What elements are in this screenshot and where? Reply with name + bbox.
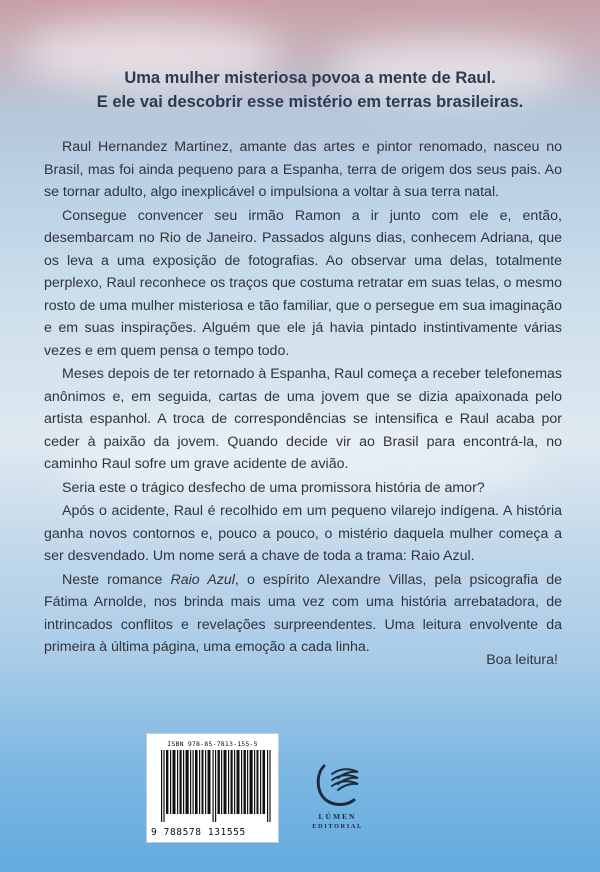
headline-line-2: E ele vai descobrir esse mistério em terras brasileiras. bbox=[96, 93, 524, 111]
publisher-logo bbox=[300, 760, 375, 840]
paragraph-6-rest: , o espírito Alexandre Villas, pela psicografia de Fátima Arnolde, nos brinda mais uma vez com uma história arrebatadora, de intrincados conflitos e revelações surpreendentes. Uma leitura envolvente da primeira à última página, uma emoção a cada linha. bbox=[44, 571, 562, 655]
barcode-digits: 9 788578 131555 bbox=[151, 827, 246, 838]
paragraph-6 bbox=[44, 569, 562, 659]
publisher-name: LÚMEN bbox=[318, 812, 357, 821]
publisher-subtitle: EDITORIAL bbox=[312, 823, 363, 830]
signoff: Boa leitura! bbox=[486, 652, 558, 668]
paragraph-6-start: Neste romance bbox=[62, 571, 171, 588]
paragraph-4: Seria este o trágico desfecho de uma promissora história de amor? bbox=[62, 479, 485, 496]
paragraph-1: Raul Hernandez Martinez, amante das artes e pintor renomado, nasceu no Brasil, mas foi ainda pequeno para a Espanha, terra de origem dos seus pais. Ao se tornar adulto, algo inexplicável o impulsiona a voltar à sua terra natal. bbox=[44, 139, 562, 200]
paragraph-3: Meses depois de ter retornado à Espanha, Raul começa a receber telefonemas anônimos e, em seguida, cartas de uma jovem que se dizia apaixonada pelo artista espanhol. A troca de correspondências se intensifica e Raul acaba por ceder à paixão da jovem. Quando decide vir ao Brasil para encontrá-la, no caminho Raul sofre um grave acidente de avião. bbox=[44, 366, 563, 472]
book-title-italic: Raio Azul bbox=[170, 571, 235, 588]
isbn-barcode bbox=[146, 733, 279, 843]
paragraph-5: Após o acidente, Raul é recolhido em um pequeno vilarejo indígena. A história ganha novos contornos e, pouco a pouco, o mistério daquela mulher começa a ser desvendado. Um nome será a chave de toda a trama: Raio Azul. bbox=[44, 503, 562, 564]
synopsis bbox=[44, 136, 562, 659]
wave-swirl-icon bbox=[310, 760, 364, 812]
isbn-label: ISBN 978-85-7813-155-5 bbox=[167, 740, 258, 748]
paragraph-2: Consegue convencer seu irmão Ramon a ir junto com ele e, então, desembarcam no Rio de Janeiro. Passados alguns dias, conhecem Adriana, que os leva a uma exposição de fotografias. Ao observar uma delas, totalmente perplexo, Raul reconhece os traços que costuma retratar em suas telas, o mesmo rosto de uma mulher misteriosa e tão familiar, que o persegue em sua imaginação e em suas inspirações. Alguém que ele já havia pintado instintivamente várias vezes e em quem pensa o tempo todo. bbox=[44, 207, 562, 359]
headline-line-1: Uma mulher misteriosa povoa a mente de Raul. bbox=[124, 69, 496, 87]
headline bbox=[60, 66, 560, 114]
barcode-bars bbox=[161, 750, 271, 822]
